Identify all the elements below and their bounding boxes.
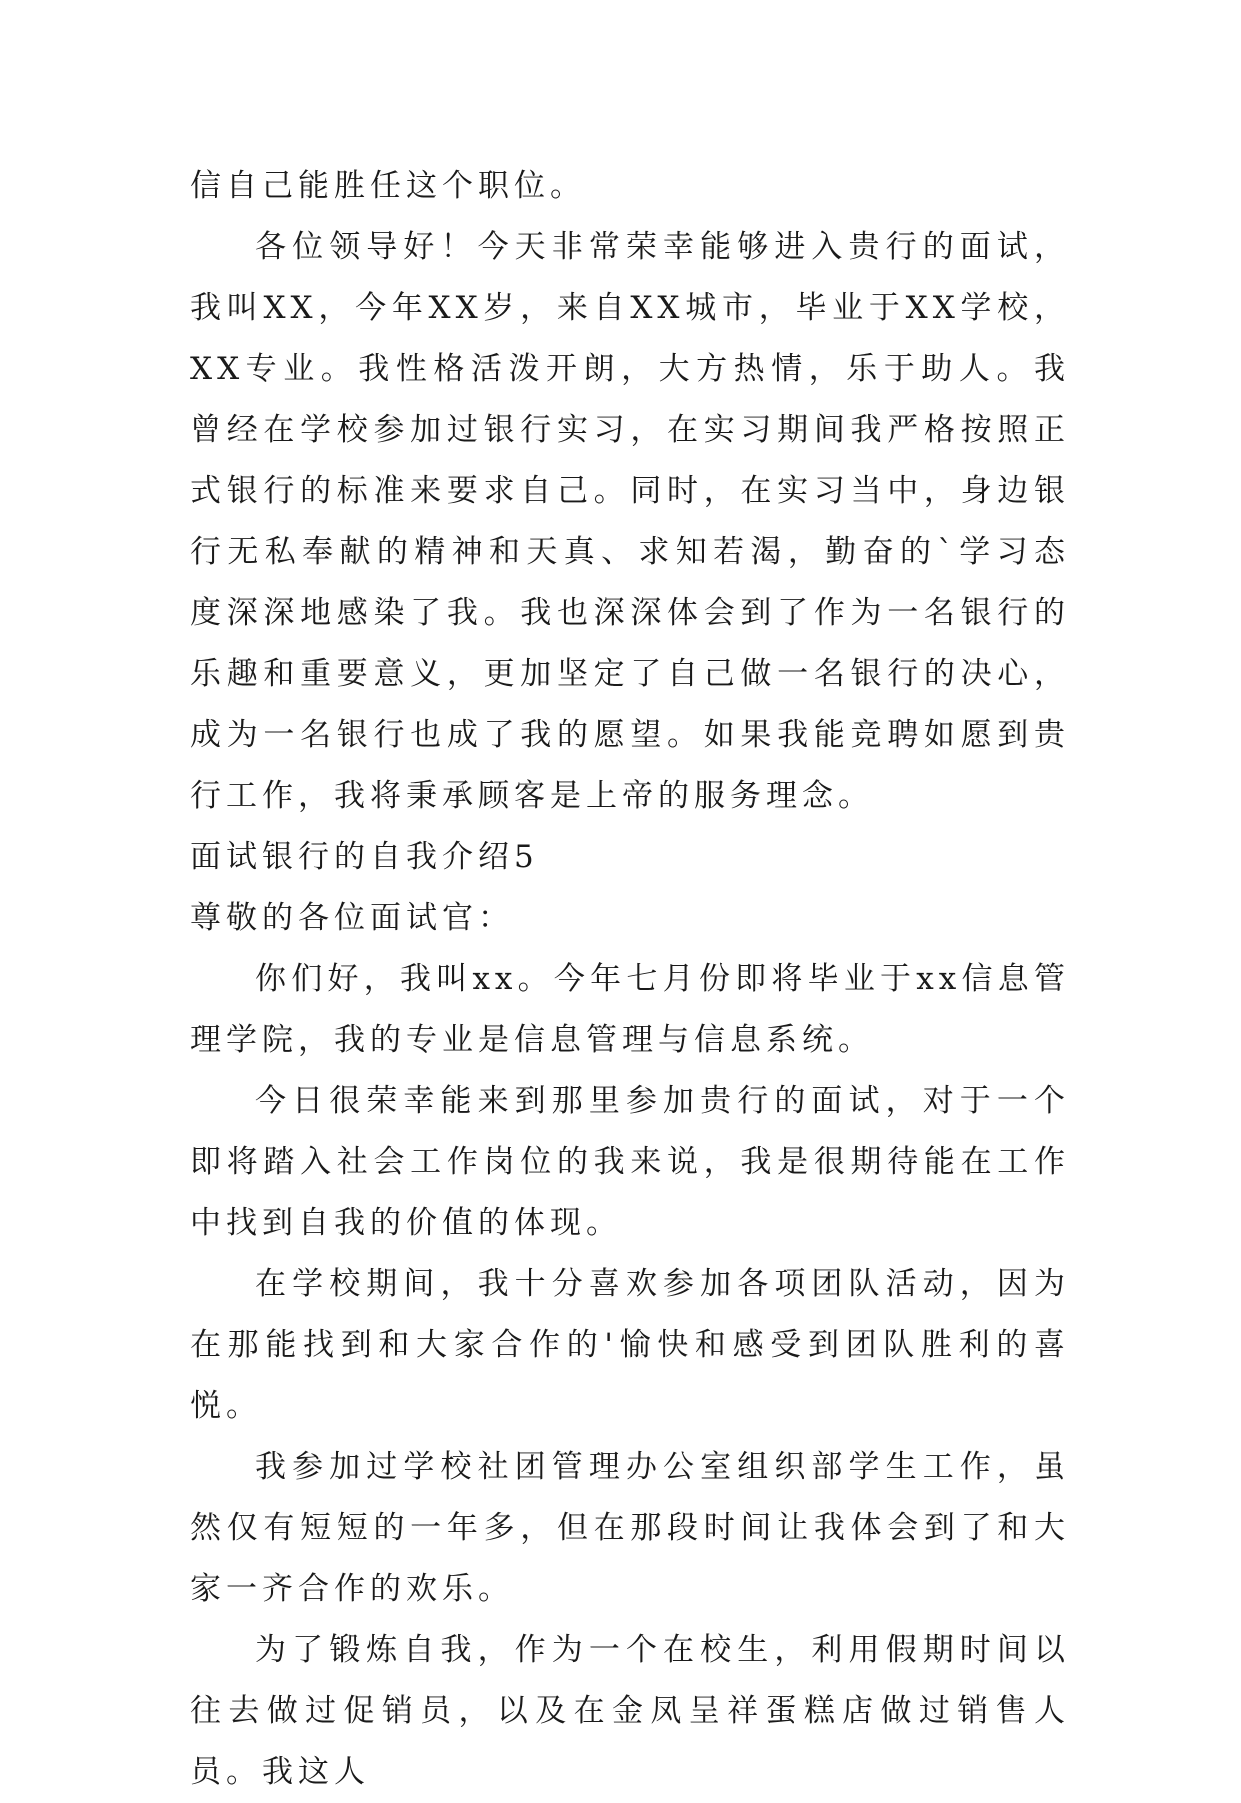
paragraph-continuation: 信自己能胜任这个职位。 [190,168,586,204]
paragraph-interview: 今日很荣幸能来到那里参加贵行的面试，对于一个即将踏入社会工作岗位的我来说，我是很期待能在工作中找到自我的价值的体现。 [190,1083,1070,1241]
paragraph-team-activities: 在学校期间，我十分喜欢参加各项团队活动，因为在那能找到和大家合作的'愉快和感受到团队胜利的喜悦。 [190,1266,1070,1424]
paragraph-intro: 你们好，我叫xx。今年七月份即将毕业于xx信息管理学院，我的专业是信息管理与信息系统。 [190,961,1070,1058]
salutation: 尊敬的各位面试官： [190,900,514,936]
section-heading: 面试银行的自我介绍5 [190,839,539,875]
document-body [190,156,1070,1803]
paragraph-student-work: 我参加过学校社团管理办公室组织部学生工作，虽然仅有短短的一年多，但在那段时间让我体会到了和大家一齐合作的欢乐。 [190,1449,1070,1607]
paragraph-greeting: 各位领导好！今天非常荣幸能够进入贵行的面试，我叫XX，今年XX岁，来自XX城市，毕业于XX学校，XX专业。我性格活泼开朗，大方热情，乐于助人。我曾经在学校参加过银行实习，在实习期间我严格按照正式银行的标准来要求自己。同时，在实习当中，身边银行无私奉献的精神和天真、求知若渴，勤奋的`学习态度深深地感染了我。我也深深体会到了作为一名银行的乐趣和重要意义，更加坚定了自己做一名银行的决心，成为一名银行也成了我的愿望。如果我能竞聘如愿到贵行工作，我将秉承顾客是上帝的服务理念。 [190,229,1070,814]
paragraph-part-time: 为了锻炼自我，作为一个在校生，利用假期时间以往去做过促销员，以及在金凤呈祥蛋糕店做过销售人员。我这人 [190,1632,1070,1790]
